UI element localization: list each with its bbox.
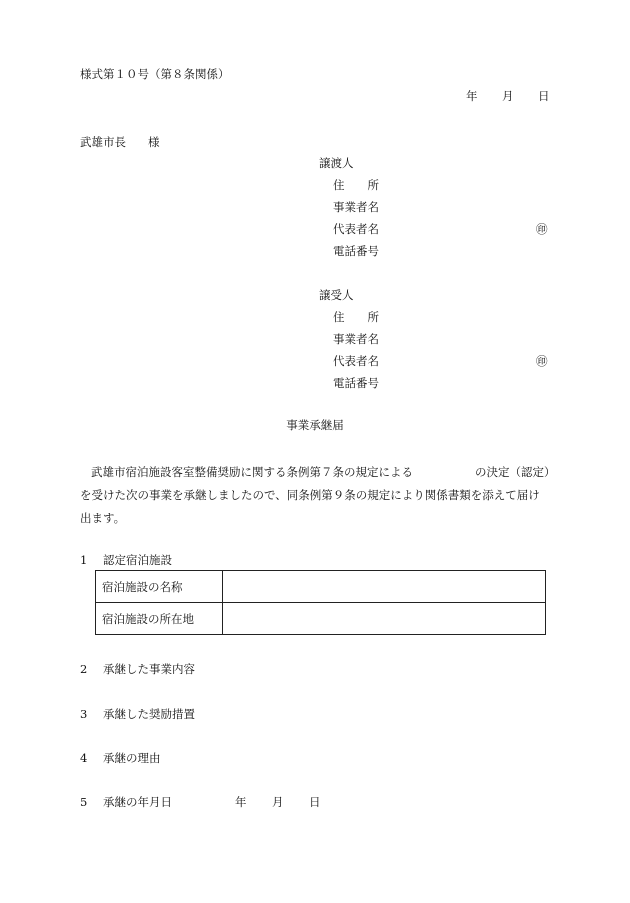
transferee-representative-label: 代表者名 <box>333 354 379 368</box>
date-day-label: 日 <box>538 89 550 103</box>
body-paragraph <box>80 461 550 530</box>
body-text-part1: 武雄市宿泊施設客室整備奨励に関する条例第７条の規定による <box>91 465 413 479</box>
transferor-business-name-label: 事業者名 <box>333 200 379 214</box>
section-5-number: 5 <box>80 795 88 809</box>
section-3-number: 3 <box>80 707 88 721</box>
section-3-label: 承継した奨励措置 <box>103 707 195 721</box>
table-row <box>96 603 546 635</box>
section-2-number: 2 <box>80 662 88 676</box>
facility-location-value[interactable] <box>223 603 546 635</box>
facility-location-label: 宿泊施設の所在地 <box>96 603 223 635</box>
section-4-label: 承継の理由 <box>103 751 161 765</box>
addressee-honorific: 様 <box>148 135 160 149</box>
document-title: 事業承継届 <box>286 418 344 432</box>
section-1-number: 1 <box>80 553 88 567</box>
transferee-address-label: 住 所 <box>333 310 379 324</box>
transferor-title: 譲渡人 <box>319 156 354 170</box>
body-text-part2: の決定（認定）を受けた次の事業を承継しましたので、同条例第９条の規定により関係書類を添えて届け出ます。 <box>80 465 550 525</box>
transferor-address-label: 住 所 <box>333 178 379 192</box>
transferor-seal-mark: ㊞ <box>536 222 548 236</box>
transferor-phone-label: 電話番号 <box>333 244 379 258</box>
facility-name-label: 宿泊施設の名称 <box>96 571 223 603</box>
succession-date-year: 年 <box>235 795 247 809</box>
date-year-label: 年 <box>466 89 478 103</box>
transferee-business-name-label: 事業者名 <box>333 332 379 346</box>
succession-date-day: 日 <box>309 795 321 809</box>
table-row <box>96 571 546 603</box>
transferee-seal-mark: ㊞ <box>536 354 548 368</box>
addressee <box>80 135 160 149</box>
transferee-phone-label: 電話番号 <box>333 376 379 390</box>
section-1-label: 認定宿泊施設 <box>103 553 172 567</box>
section-5-label: 承継の年月日 <box>103 795 172 809</box>
addressee-name: 武雄市長 <box>80 135 126 149</box>
section-2-label: 承継した事業内容 <box>103 662 195 676</box>
succession-date-month: 月 <box>272 795 284 809</box>
form-number: 様式第１０号（第８条関係） <box>80 67 230 81</box>
transferor-representative-label: 代表者名 <box>333 222 379 236</box>
facility-table <box>95 570 546 635</box>
date-month-label: 月 <box>502 89 514 103</box>
section-4-number: 4 <box>80 751 88 765</box>
transferee-title: 譲受人 <box>319 288 354 302</box>
facility-name-value[interactable] <box>223 571 546 603</box>
